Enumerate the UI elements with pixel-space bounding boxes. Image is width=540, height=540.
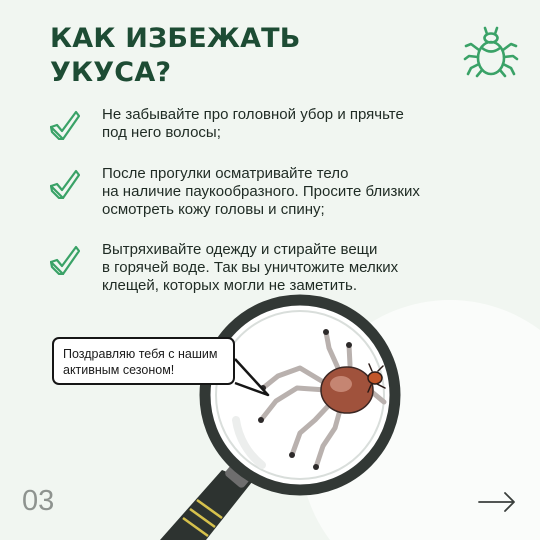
speech-bubble: Поздравляю тебя с нашим активным сезоном!: [52, 337, 235, 385]
magnifying-glass-icon: [160, 300, 395, 540]
tip-text-3: Вытряхивайте одежду и стирайте вещи в горячей воде. Так вы уничтожите мелких клещей, которых могли не заметить.: [102, 241, 399, 294]
title-line-2: УКУСА?: [50, 57, 172, 88]
arrow-right-icon[interactable]: [477, 490, 517, 514]
tip-text-1: Не забывайте про головной убор и прячьте под него волосы;: [102, 106, 404, 141]
tip-text-2: После прогулки осматривайте тело на наличие паукообразного. Просите близких осмотреть кожу головы и спину;: [102, 165, 420, 218]
page-number: 03: [22, 485, 55, 517]
title-line-1: КАК ИЗБЕЖАТЬ: [50, 23, 301, 54]
